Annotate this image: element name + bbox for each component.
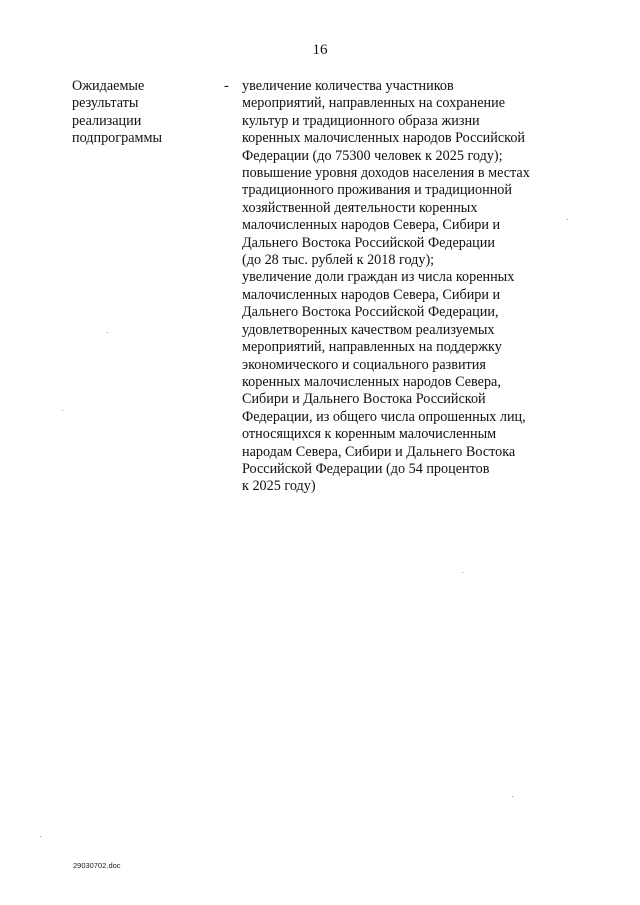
page-number: 16 [312,42,328,58]
content-line: народам Севера, Сибири и Дальнего Востока [242,443,516,460]
content-line: (до 28 тыс. рублей к 2018 году); [242,252,435,269]
scan-speck [462,572,463,573]
row-label [72,78,212,148]
scan-speck [62,410,63,411]
label-line: реализации [72,112,142,129]
scan-speck [512,796,513,797]
content-line: к 2025 году) [242,478,316,495]
content-line: Российской Федерации (до 54 процентов [242,460,490,477]
content-line: экономического и социального развития [242,356,486,373]
content-line: малочисленных народов Севера, Сибири и [242,286,501,303]
row-content [242,78,572,496]
content-line: культур и традиционного образа жизни [242,112,480,129]
content-line: Федерации, из общего числа опрошенных лиц, [242,408,526,425]
content-line: увеличение доли граждан из числа коренных [242,269,515,286]
content-line: повышение уровня доходов населения в местах [242,165,530,182]
label-line: результаты [72,95,139,112]
content-line: мероприятий, направленных на сохранение [242,95,506,112]
content-line: увеличение количества участников [242,78,454,94]
separator-dash: - [224,78,229,94]
content-line: хозяйственной деятельности коренных [242,199,478,216]
label-line: Ожидаемые [72,78,145,94]
content-line: традиционного проживания и традиционной [242,182,512,199]
content-line: коренных малочисленных народов Российской [242,130,526,147]
content-line: малочисленных народов Севера, Сибири и [242,217,501,234]
content-line: Федерации (до 75300 человек к 2025 году); [242,147,503,164]
footer-file-name: 29030702.doc [73,861,121,870]
content-line: Дальнего Востока Российской Федерации [242,234,495,251]
content-line: удовлетворенных качеством реализуемых [242,321,495,338]
content-line: относящихся к коренным малочисленным [242,426,497,443]
scan-speck [567,219,568,220]
scan-speck [40,836,41,837]
content-line: коренных малочисленных народов Севера, [242,373,501,390]
content-line: Дальнего Востока Российской Федерации, [242,304,499,321]
content-line: мероприятий, направленных на поддержку [242,339,502,356]
scan-speck [107,332,108,333]
label-line: подпрограммы [72,130,162,147]
content-line: Сибири и Дальнего Востока Российской [242,391,486,408]
